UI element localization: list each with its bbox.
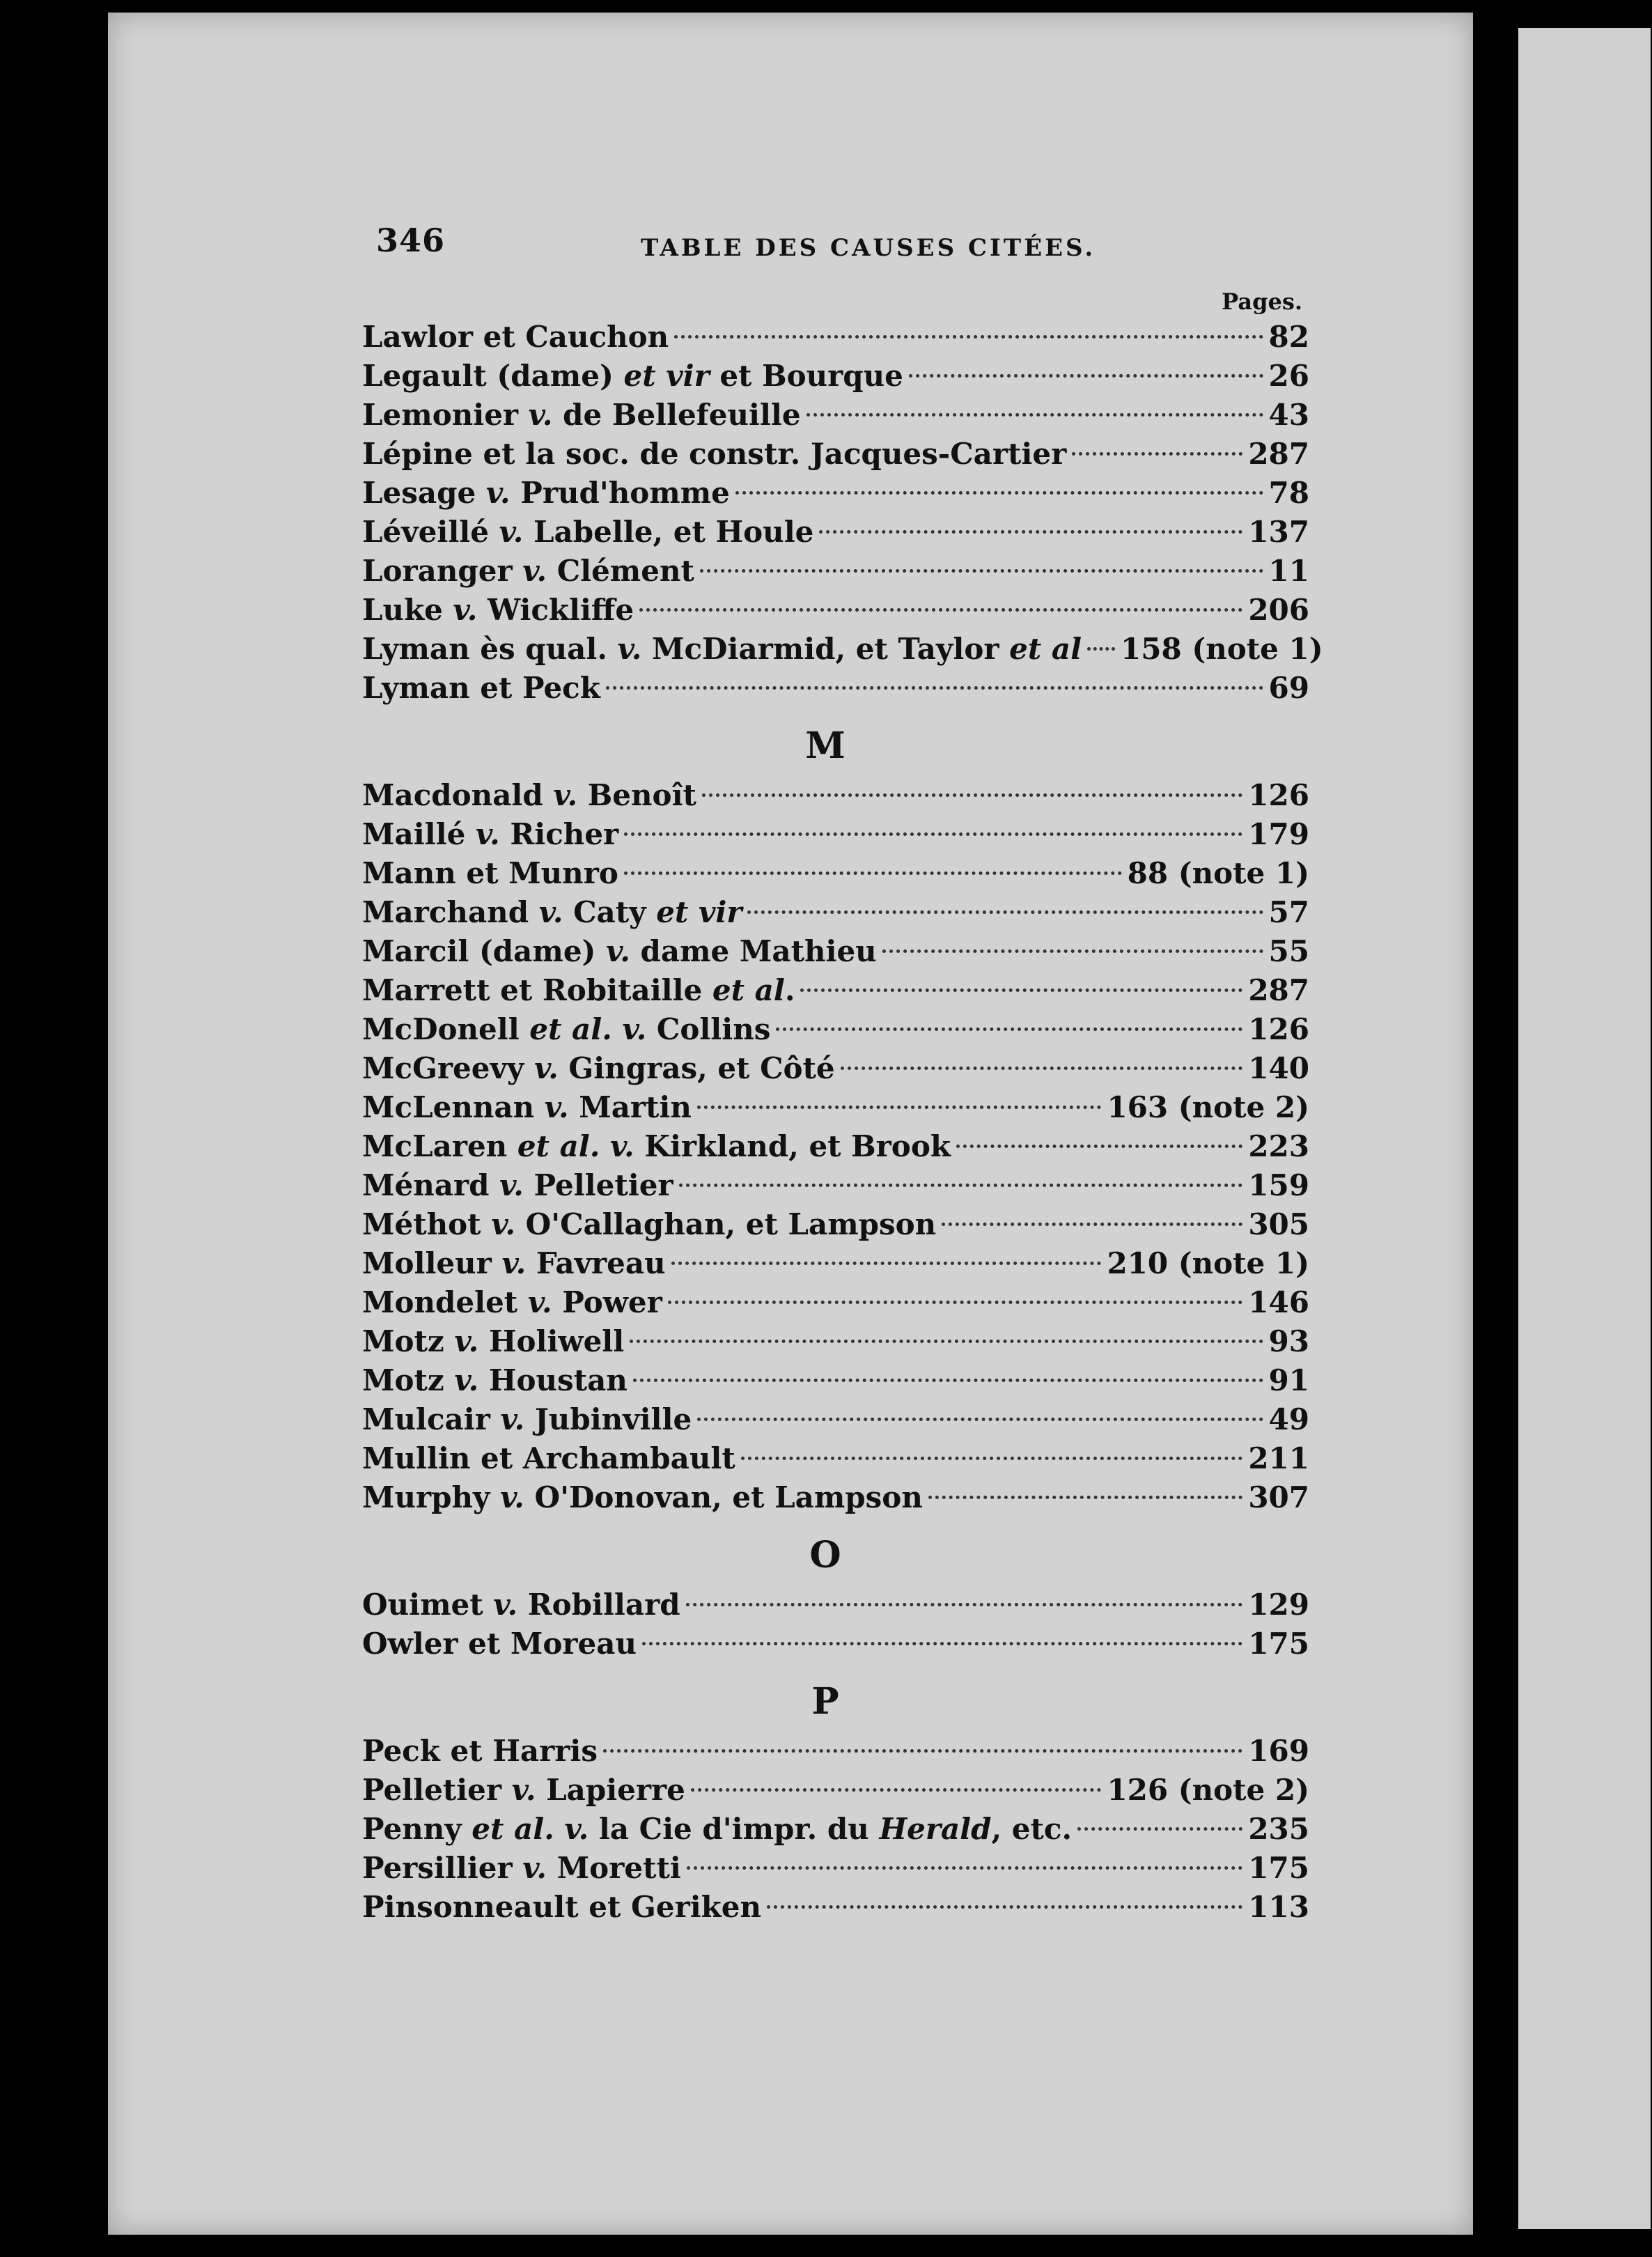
- case-name-text: Favreau: [526, 1246, 666, 1280]
- case-entry: [362, 971, 1309, 1010]
- case-name: [362, 1478, 923, 1517]
- section-letter: O: [809, 1534, 841, 1576]
- case-name-text: Houstan: [478, 1363, 628, 1397]
- dot-leader: [624, 832, 1242, 836]
- case-entry: [362, 552, 1309, 591]
- case-name-text: Loranger: [362, 554, 523, 588]
- case-name-text: Molleur: [362, 1246, 502, 1280]
- case-name-italic: v.: [622, 1012, 647, 1046]
- page-reference: 287: [1248, 973, 1309, 1007]
- case-entry: [362, 435, 1309, 474]
- case-name-text: Martin: [568, 1090, 692, 1124]
- case-name-text: McLennan: [362, 1090, 545, 1124]
- case-name-text: [554, 1812, 565, 1846]
- case-name: [362, 669, 600, 708]
- dot-leader: [806, 413, 1263, 417]
- case-name: [362, 1088, 692, 1127]
- section-letter: P: [811, 1680, 839, 1723]
- dot-leader: [702, 793, 1242, 797]
- page-reference: 140: [1248, 1051, 1309, 1085]
- dot-leader: [741, 1457, 1243, 1460]
- case-entry: [362, 1439, 1309, 1478]
- dot-leader: [735, 491, 1263, 495]
- case-name-italic: et al: [712, 973, 785, 1007]
- page-reference: 305: [1248, 1207, 1309, 1241]
- case-name-italic: Herald: [879, 1812, 992, 1846]
- page-reference: 126: [1248, 778, 1309, 812]
- case-name: [362, 357, 903, 396]
- case-name: [362, 893, 742, 932]
- page-reference: 49: [1268, 1402, 1309, 1436]
- case-name-text: Marchand: [362, 895, 539, 929]
- case-entry: [362, 1810, 1309, 1849]
- page-reference: 158 (note 1): [1121, 632, 1323, 666]
- case-entry: [362, 1166, 1309, 1205]
- case-name-text: Pelletier: [362, 1773, 512, 1807]
- case-name-text: Lemonier: [362, 398, 529, 432]
- case-name: [362, 854, 618, 893]
- case-name: [362, 1888, 761, 1927]
- case-name-text: Macdonald: [362, 778, 554, 812]
- page-reference: 78: [1268, 476, 1309, 510]
- case-name-italic: v.: [553, 778, 578, 812]
- case-entry: [362, 630, 1323, 669]
- page-reference: 287: [1248, 437, 1309, 471]
- page-reference: 26: [1268, 359, 1309, 393]
- case-name-text: Motz: [362, 1324, 455, 1358]
- page-number: 346: [376, 222, 446, 259]
- case-name: [362, 1166, 673, 1205]
- page-reference: 91: [1268, 1363, 1309, 1397]
- case-name-italic: et al.: [472, 1812, 554, 1846]
- case-entry: [362, 1400, 1309, 1439]
- index-section: [362, 1517, 1309, 1663]
- dot-leader: [700, 569, 1263, 573]
- case-name-text: Mondelet: [362, 1285, 528, 1319]
- case-name: [362, 1010, 770, 1049]
- dot-leader: [819, 530, 1242, 534]
- page-reference: 57: [1268, 895, 1309, 929]
- case-entry: [362, 513, 1309, 552]
- case-name-text: Caty: [563, 895, 657, 929]
- index-section: [362, 1663, 1309, 1927]
- case-name-text: Ménard: [362, 1168, 500, 1202]
- case-name-italic: v.: [522, 1851, 547, 1885]
- page-reference: 69: [1268, 671, 1309, 705]
- case-name-italic: v.: [501, 1246, 527, 1280]
- case-name-italic: v.: [475, 817, 500, 851]
- case-name-text: .: [784, 973, 795, 1007]
- page-reference: 88 (note 1): [1127, 856, 1309, 890]
- case-entry: [362, 1283, 1309, 1322]
- case-name-italic: v.: [528, 398, 553, 432]
- case-name-text: Murphy: [362, 1480, 501, 1514]
- case-name-italic: et al.: [529, 1012, 612, 1046]
- index-section: [362, 708, 1309, 1517]
- case-name-text: Kirkland, et Brook: [634, 1129, 951, 1163]
- case-name-text: Penny: [362, 1812, 472, 1846]
- case-name-text: Maillé: [362, 817, 476, 851]
- case-name-text: McDonell: [362, 1012, 530, 1046]
- case-name-text: de Bellefeuille: [552, 398, 801, 432]
- page-reference: 210 (note 1): [1107, 1246, 1309, 1280]
- page-reference: 43: [1268, 398, 1309, 432]
- case-name-italic: v.: [453, 593, 478, 627]
- case-entry: [362, 591, 1309, 630]
- case-name: [362, 1361, 628, 1400]
- page-header: [362, 209, 1309, 286]
- case-name-text: Lawlor et Cauchon: [362, 320, 669, 354]
- case-name: [362, 1400, 692, 1439]
- page-reference: 175: [1248, 1627, 1309, 1661]
- case-name-italic: v.: [617, 632, 642, 666]
- dot-leader: [671, 1262, 1102, 1265]
- case-name-text: Moretti: [547, 1851, 681, 1885]
- page-reference: 169: [1248, 1734, 1309, 1768]
- dot-leader: [909, 374, 1263, 378]
- case-entry: [362, 1049, 1309, 1088]
- running-title: TABLE DES CAUSES CITÉES.: [641, 234, 1096, 262]
- dot-leader: [697, 1106, 1102, 1109]
- case-name-text: Collins: [646, 1012, 771, 1046]
- page-reference: 206: [1248, 593, 1309, 627]
- case-name-text: [612, 1012, 623, 1046]
- case-entry: [362, 1585, 1309, 1624]
- case-name-text: Benoît: [577, 778, 696, 812]
- case-name: [362, 1732, 598, 1771]
- dot-leader: [928, 1496, 1242, 1499]
- page-reference: 82: [1268, 320, 1309, 354]
- dot-leader: [603, 1749, 1242, 1753]
- case-entry: [362, 1771, 1309, 1810]
- case-name-text: Clément: [547, 554, 694, 588]
- case-name-text: Legault (dame): [362, 359, 624, 393]
- case-name-text: Holiwell: [478, 1324, 625, 1358]
- page-reference: 126: [1248, 1012, 1309, 1046]
- case-name-text: [600, 1129, 610, 1163]
- case-name-text: Peck et Harris: [362, 1734, 598, 1768]
- dot-leader: [882, 949, 1263, 953]
- dot-leader: [668, 1301, 1243, 1304]
- page-reference: 175: [1248, 1851, 1309, 1885]
- dot-leader: [630, 1340, 1263, 1343]
- case-entry: [362, 1888, 1309, 1927]
- page-reference: 159: [1248, 1168, 1309, 1202]
- case-name-text: Lyman ès qual.: [362, 632, 618, 666]
- case-name: [362, 1205, 936, 1244]
- case-entry: [362, 1010, 1309, 1049]
- case-name-text: Marrett et Robitaille: [362, 973, 712, 1007]
- case-entry: [362, 776, 1309, 815]
- case-name-italic: v.: [527, 1285, 552, 1319]
- case-name: [362, 1283, 662, 1322]
- pages-column-label: Pages.: [1222, 288, 1302, 315]
- case-name-text: Lépine et la soc. de constr. Jacques-Cartier: [362, 437, 1067, 471]
- case-name: [362, 1585, 680, 1624]
- case-entry: [362, 932, 1309, 971]
- adjacent-page-edge: [1518, 28, 1651, 2229]
- case-name-text: Marcil (dame): [362, 934, 607, 968]
- dot-leader: [633, 1379, 1263, 1382]
- case-name-italic: v.: [454, 1363, 479, 1397]
- case-entry: [362, 474, 1309, 513]
- case-name: [362, 552, 694, 591]
- page-reference: 223: [1248, 1129, 1309, 1163]
- case-name-text: Mulcair: [362, 1402, 501, 1436]
- case-entry: [362, 1205, 1309, 1244]
- page-reference: 11: [1268, 554, 1309, 588]
- case-name: [362, 776, 696, 815]
- case-name-text: O'Donovan, et Lampson: [524, 1480, 923, 1514]
- case-entry: [362, 1244, 1309, 1283]
- case-entry: [362, 1732, 1309, 1771]
- case-entry: [362, 1624, 1309, 1663]
- case-name-text: la Cie d'impr. du: [589, 1812, 880, 1846]
- case-name-text: et Bourque: [709, 359, 903, 393]
- case-entry: [362, 1322, 1309, 1361]
- dot-leader: [686, 1603, 1243, 1606]
- dot-leader: [624, 871, 1122, 875]
- case-name-text: Prud'homme: [510, 476, 730, 510]
- dot-leader: [674, 335, 1263, 339]
- case-entry: [362, 669, 1309, 708]
- case-entry: [362, 396, 1309, 435]
- case-name-text: Power: [552, 1285, 662, 1319]
- dot-leader: [1087, 647, 1115, 651]
- page-reference: 93: [1268, 1324, 1309, 1358]
- case-name: [362, 1771, 685, 1810]
- page-reference: 129: [1248, 1588, 1309, 1622]
- case-entry: [362, 1849, 1309, 1888]
- case-name: [362, 1049, 835, 1088]
- dot-leader: [776, 1027, 1242, 1031]
- case-name: [362, 1439, 735, 1478]
- case-name-text: McGreevy: [362, 1051, 534, 1085]
- case-name-italic: et vir: [623, 359, 710, 393]
- case-name-text: Persillier: [362, 1851, 523, 1885]
- dot-leader: [767, 1905, 1242, 1909]
- case-name-italic: v.: [533, 1051, 559, 1085]
- case-entry: [362, 1361, 1309, 1400]
- case-name-italic: v.: [499, 1168, 524, 1202]
- case-name-text: Gingras, et Côté: [558, 1051, 835, 1085]
- case-name: [362, 630, 1082, 669]
- case-name-italic: v.: [485, 476, 511, 510]
- case-name: [362, 815, 618, 854]
- dot-leader: [956, 1145, 1242, 1148]
- case-name: [362, 1127, 951, 1166]
- case-name-italic: v.: [522, 554, 547, 588]
- section-letter: M: [805, 724, 846, 767]
- case-name-italic: v.: [564, 1812, 589, 1846]
- case-name-text: Richer: [499, 817, 619, 851]
- case-name-text: Léveillé: [362, 515, 499, 549]
- case-entry: [362, 815, 1309, 854]
- case-name: [362, 591, 634, 630]
- case-name-text: Pinsonneault et Geriken: [362, 1890, 762, 1924]
- case-name-text: Labelle, et Houle: [523, 515, 814, 549]
- case-name-text: Lapierre: [536, 1773, 685, 1807]
- case-name-italic: v.: [500, 1480, 524, 1514]
- case-name-text: McLaren: [362, 1129, 517, 1163]
- dot-leader: [691, 1788, 1102, 1792]
- case-name-text: Ouimet: [362, 1588, 494, 1622]
- dot-leader: [697, 1418, 1263, 1421]
- case-name: [362, 932, 877, 971]
- case-name-italic: v.: [491, 1207, 515, 1241]
- case-name-text: O'Callaghan, et Lampson: [515, 1207, 937, 1241]
- case-name-italic: v.: [606, 934, 630, 968]
- case-name: [362, 971, 795, 1010]
- case-name: [362, 513, 813, 552]
- case-name-italic: v.: [454, 1324, 479, 1358]
- case-name: [362, 474, 730, 513]
- case-name-italic: v.: [499, 515, 524, 549]
- dot-leader: [642, 1642, 1242, 1645]
- case-entry: [362, 1127, 1309, 1166]
- dot-leader: [639, 608, 1242, 612]
- case-name-text: Robillard: [517, 1588, 680, 1622]
- case-name-text: Jubinville: [524, 1402, 692, 1436]
- case-entry: [362, 893, 1309, 932]
- dot-leader: [942, 1223, 1242, 1226]
- case-name-text: Lesage: [362, 476, 486, 510]
- case-name-italic: v.: [493, 1588, 518, 1622]
- page-reference: 137: [1248, 515, 1309, 549]
- page-reference: 113: [1248, 1890, 1309, 1924]
- case-entry: [362, 854, 1309, 893]
- case-name-italic: et al: [1009, 632, 1082, 666]
- case-name-text: Luke: [362, 593, 453, 627]
- index-section: [362, 318, 1323, 708]
- case-name: [362, 318, 669, 357]
- case-name-text: Lyman et Peck: [362, 671, 600, 705]
- case-name-text: dame Mathieu: [630, 934, 877, 968]
- page-reference: 163 (note 2): [1107, 1090, 1309, 1124]
- case-entry: [362, 318, 1309, 357]
- index-content: [362, 209, 1323, 1927]
- case-name-italic: v.: [500, 1402, 525, 1436]
- page-reference: 307: [1248, 1480, 1309, 1514]
- dot-leader: [679, 1184, 1243, 1187]
- case-name-italic: v.: [610, 1129, 634, 1163]
- page-reference: 146: [1248, 1285, 1309, 1319]
- dot-leader: [687, 1866, 1243, 1870]
- dot-leader: [800, 988, 1242, 992]
- case-name: [362, 396, 801, 435]
- case-entry: [362, 357, 1309, 396]
- case-name-text: McDiarmid, et Taylor: [641, 632, 1010, 666]
- case-name-text: Wickliffe: [477, 593, 634, 627]
- case-name: [362, 1322, 624, 1361]
- dot-leader: [1077, 1827, 1242, 1831]
- dot-leader: [747, 910, 1263, 914]
- dot-leader: [606, 686, 1263, 690]
- dot-leader: [841, 1067, 1243, 1070]
- case-name-text: Pelletier: [523, 1168, 673, 1202]
- page-reference: 126 (note 2): [1107, 1773, 1309, 1807]
- case-name-text: Motz: [362, 1363, 455, 1397]
- case-name-italic: et al.: [517, 1129, 600, 1163]
- case-name-text: Mann et Munro: [362, 856, 618, 890]
- case-name-italic: et vir: [656, 895, 742, 929]
- page-reference: 211: [1248, 1441, 1309, 1475]
- case-name-text: , etc.: [991, 1812, 1073, 1846]
- case-name: [362, 1810, 1072, 1849]
- page-reference: 179: [1248, 817, 1309, 851]
- page-reference: 235: [1248, 1812, 1309, 1846]
- case-name: [362, 435, 1066, 474]
- case-name-italic: v.: [511, 1773, 536, 1807]
- case-entry: [362, 1088, 1309, 1127]
- case-entry: [362, 1478, 1309, 1517]
- case-name: [362, 1624, 637, 1663]
- case-name-text: Mullin et Archambault: [362, 1441, 735, 1475]
- case-name: [362, 1244, 666, 1283]
- case-name-italic: v.: [538, 895, 563, 929]
- case-index: [362, 318, 1323, 1927]
- case-name-text: Owler et Moreau: [362, 1627, 637, 1661]
- dot-leader: [1072, 452, 1242, 456]
- page-reference: 55: [1268, 934, 1309, 968]
- case-name: [362, 1849, 681, 1888]
- case-name-italic: v.: [544, 1090, 569, 1124]
- case-name-text: Méthot: [362, 1207, 492, 1241]
